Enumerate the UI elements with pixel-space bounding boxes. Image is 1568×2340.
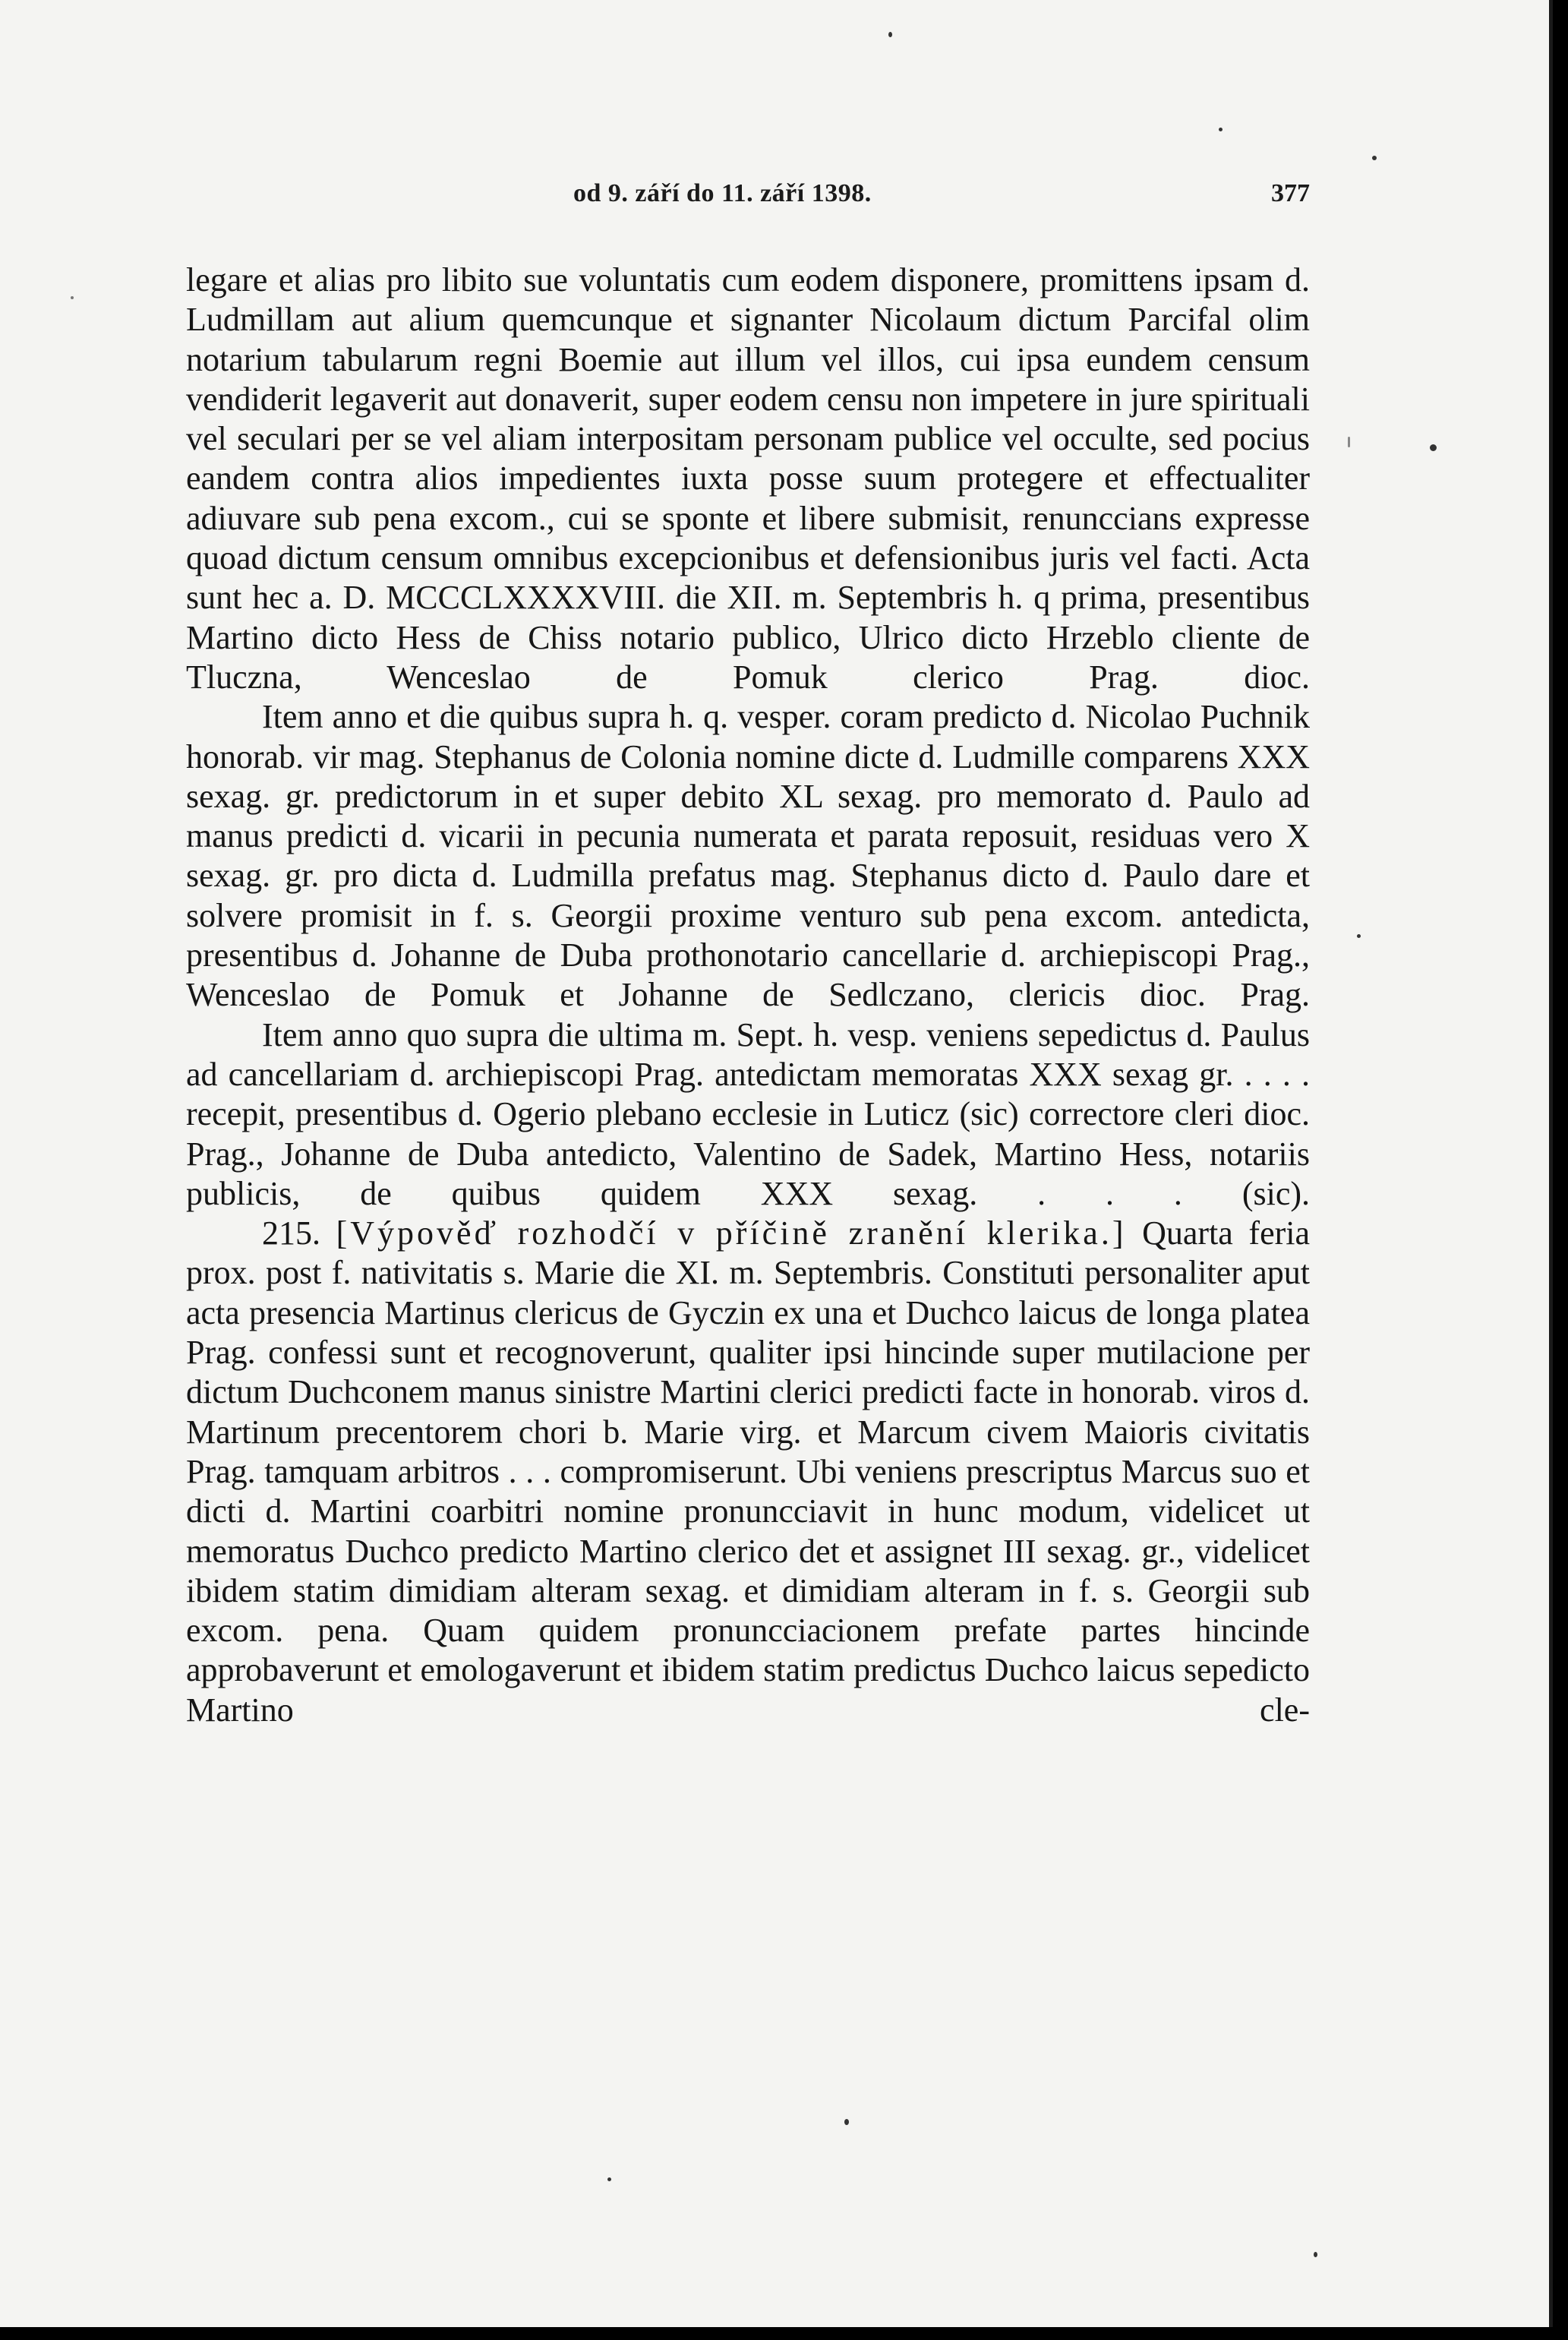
scan-speck xyxy=(1348,437,1350,447)
scan-speck xyxy=(1430,444,1437,451)
scan-speck xyxy=(1357,934,1361,938)
paragraph-2: Item anno et die quibus supra h. q. vesper. coram predicto d. Nicolao Puchnik honorab. vir mag. Stephanus de Colonia nomine dicte d. Ludmille comparens XXX sexag. gr. predictorum in et super debito XL sexag. pro memorato d. Paulo ad manus predicti d. vicarii in pecunia numerata et parata reposuit, residuas vero X sexag. gr. pro dicta d. Ludmilla prefatus mag. Stephanus dicto d. Paulo dare et solvere promisit in f. s. Georgii proxime venturo sub pena excom. antedicta, presentibus d. Johanne de Duba prothonotario cancellarie d. archiepiscopi Prag., Wenceslao de Pomuk et Johanne de Sedlczano, clericis dioc. Prag. xyxy=(186,698,1310,1014)
paragraph-4 xyxy=(186,1214,1310,1730)
page-number: 377 xyxy=(1271,179,1310,207)
scan-speck xyxy=(71,296,74,299)
header-title: od 9. září do 11. září 1398. xyxy=(573,179,872,207)
scan-speck xyxy=(888,32,892,37)
paragraph-1: legare et alias pro libito sue voluntatis cum eodem disponere, promittens ipsam d. Ludmillam aut alium quemcunque et signanter Nicolaum dictum Parcifal olim notarium tabularum regni Boemie aut illum vel illos, cui ipsa eundem censum vendiderit legaverit aut donaverit, super eodem censu non impetere in jure spirituali vel seculari per se vel aliam interpositam personam publice vel occulte, sed pocius eandem contra alios impedientes iuxta posse suum protegere et effectualiter adiuvare sub pena excom., cui se sponte et libere submisit, renunccians expresse quoad dictum censum omnibus excepcionibus et defensionibus juris vel facti. Acta sunt hec a. D. MCCCLXXXXVIII. die XII. m. Septembris h. q prima, presentibus Martino dicto Hess de Chiss notario publico, Ulrico dicto Hrzeblo cliente de Tluczna, Wenceslao de Pomuk clerico Prag. dioc. xyxy=(186,261,1310,696)
entry-text: Quarta feria prox. post f. nativitatis s. Marie die XI. m. Septembris. Constituti personaliter aput acta presencia Martinus clericus de Gyczin ex una et Duchco laicus de longa platea Prag. confessi sunt et recognoverunt, qualiter ipsi hincinde super mutilacione per dictum Duchconem manus sinistre Martini clerici predicti facte in honorab. viros d. Martinum precentorem chori b. Marie virg. et Marcum civem Maioris civitatis Prag. tamquam arbitros . . . compromiserunt. Ubi veniens prescriptus Marcus suo et dicti d. Martini coarbitri nomine pronuncciavit in hunc modum, videlicet ut memoratus Duchco predicto Martino clerico det et assignet III sexag. gr., videlicet ibidem statim dimidiam alteram sexag. et dimidiam alteram in f. s. Georgii sub excom. pena. Quam quidem pronuncciacionem prefate partes hincinde approbaverunt et emologaverunt et ibidem statim predictus Duchco laicus sepedicto Martino cle- xyxy=(186,1214,1311,1729)
scan-speck xyxy=(1314,2252,1317,2257)
entry-number: 215. xyxy=(262,1214,320,1252)
scan-speck xyxy=(1219,128,1223,131)
body-text xyxy=(186,261,1310,1730)
scan-speck xyxy=(1372,156,1377,160)
running-header xyxy=(186,175,1310,220)
paragraph-3: Item anno quo supra die ultima m. Sept. h. vesp. veniens sepedictus d. Paulus ad cancellariam d. archiepiscopi Prag. antedictam memoratas XXX sexag gr. . . . . recepit, presentibus d. Ogerio plebano ecclesie in Luticz (sic) correctore cleri dioc. Prag., Johanne de Duba antedicto, Valentino de Sadek, Martino Hess, notariis publicis, de quibus quidem XXX sexag. . . . (sic). xyxy=(186,1015,1310,1212)
entry-heading: [Výpověď rozhodčí v příčině zranění klerika.] xyxy=(336,1214,1127,1252)
scan-speck xyxy=(844,2119,849,2125)
scan-speck xyxy=(607,2177,611,2181)
